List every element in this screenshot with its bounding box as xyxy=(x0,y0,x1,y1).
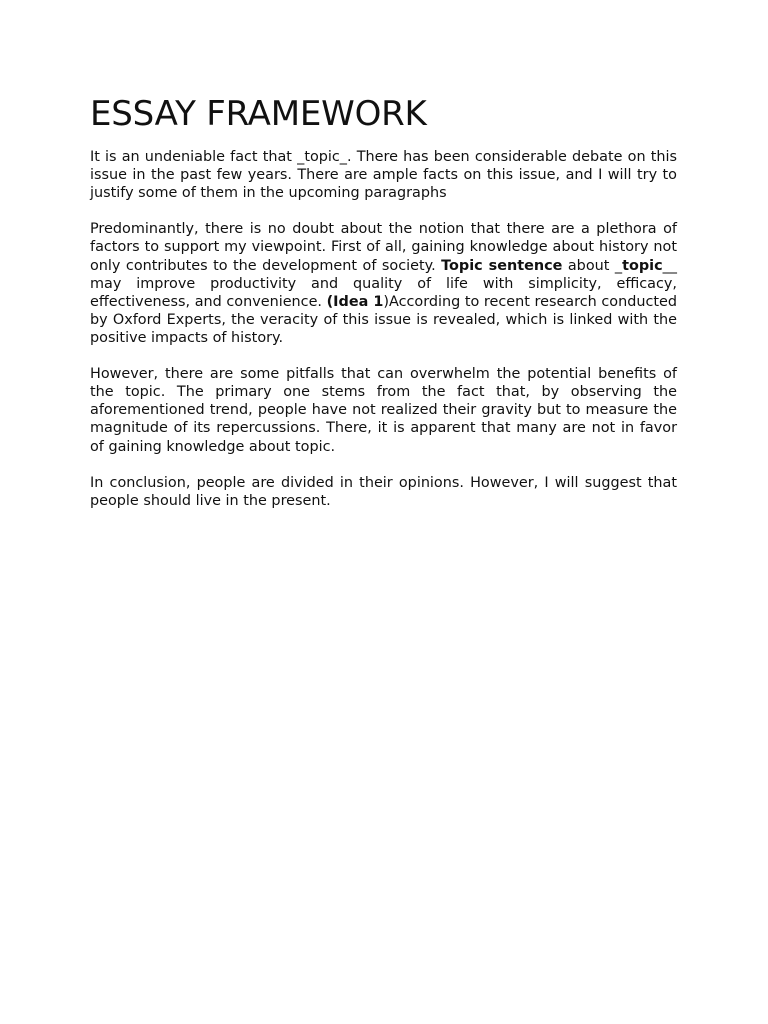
intro-paragraph: It is an undeniable fact that _topic_. There has been considerable debate on this issue in the past few years. There are ample facts on this issue, and I will try to justify some of them in the upcoming paragraphs xyxy=(90,149,677,202)
conclusion-paragraph: In conclusion, people are divided in their opinions. However, I will suggest that people should live in the present. xyxy=(90,474,677,509)
paragraph-text: __ may improve productivity and quality of life with simplicity, efficacy, effectiveness, and convenience. xyxy=(90,257,677,310)
body-paragraph-1 xyxy=(90,220,677,347)
paragraph-text: )According to recent research conducted by Oxford Experts, the veracity of this issue is revealed, which is linked with the positive impacts of history. xyxy=(90,293,677,346)
paragraph-text: Predominantly, there is no doubt about the notion that there are a plethora of factors to support my viewpoint. First of all, gaining knowledge about history not only contributes to the development of society. xyxy=(90,221,677,274)
paragraph-text: about _ xyxy=(562,257,623,274)
document-page xyxy=(90,92,677,528)
body-paragraph-2: However, there are some pitfalls that can overwhelm the potential benefits of the topic. The primary one stems from the fact that, by observing the aforementioned trend, people have not realized their gravity but to measure the magnitude of its repercussions. There, it is apparent that many are not in favor of gaining knowledge about topic. xyxy=(90,366,677,455)
topic-placeholder: topic xyxy=(622,257,663,274)
document-title: ESSAY FRAMEWORK xyxy=(90,94,427,134)
idea-label: (Idea 1 xyxy=(326,293,384,310)
topic-sentence-label: Topic sentence xyxy=(441,257,563,274)
